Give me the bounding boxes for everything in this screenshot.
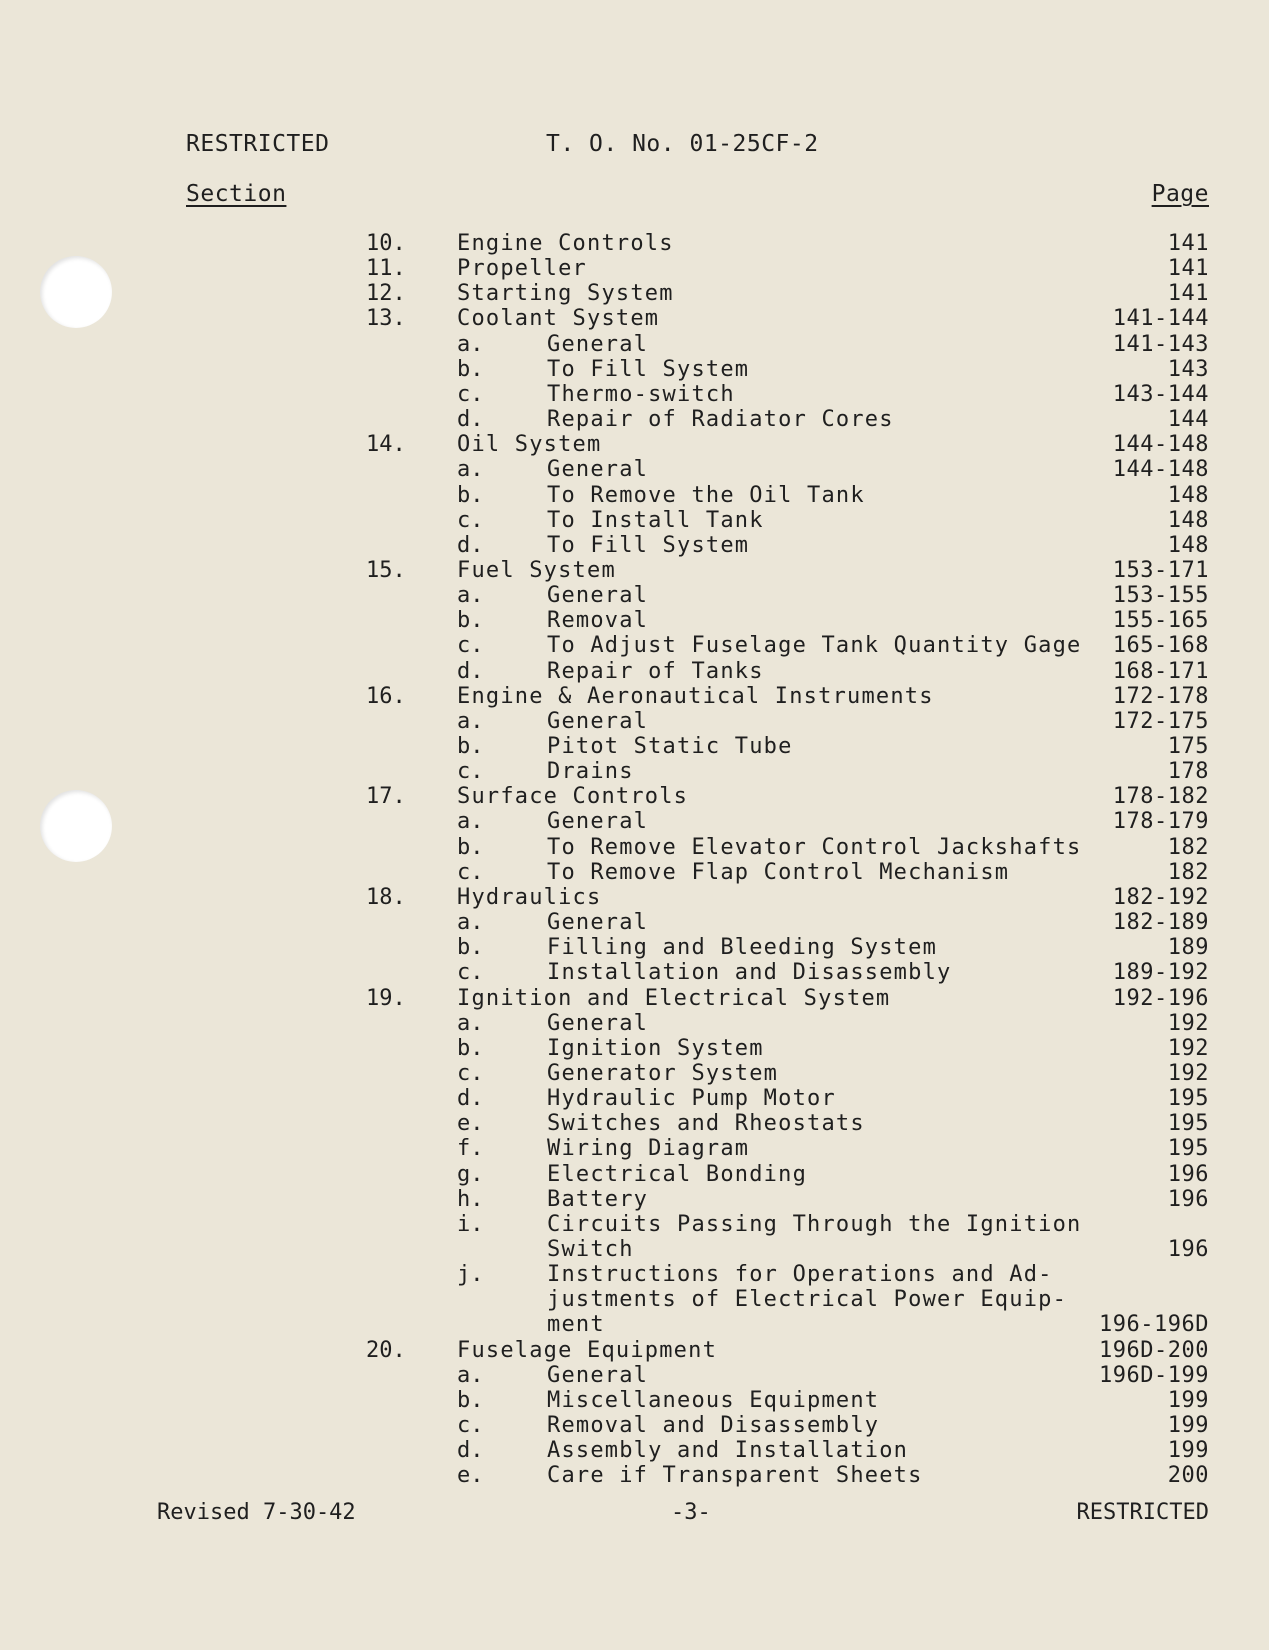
toc-row — [0, 1338, 1269, 1363]
toc-row — [0, 1036, 1269, 1061]
subsection-title: To Fill System — [547, 357, 750, 382]
page-reference: 141-144 — [1112, 306, 1209, 331]
page-reference: 144-148 — [1112, 432, 1209, 457]
subsection-letter: a. — [457, 457, 484, 482]
subsection-letter: b. — [457, 835, 484, 860]
subsection-title: Pitot Static Tube — [547, 734, 793, 759]
page-reference: 195 — [1167, 1136, 1209, 1161]
subsection-title: Repair of Radiator Cores — [547, 407, 894, 432]
section-number: 11. — [366, 256, 406, 281]
subsection-title: Repair of Tanks — [547, 659, 764, 684]
page-reference: 168-171 — [1112, 659, 1209, 684]
toc-row — [0, 608, 1269, 633]
page-reference: 153-171 — [1112, 558, 1209, 583]
toc-row — [0, 1438, 1269, 1463]
page-reference: 182 — [1167, 835, 1209, 860]
section-title: Starting System — [457, 281, 674, 306]
toc-row — [0, 659, 1269, 684]
page-reference: 148 — [1167, 508, 1209, 533]
subsection-letter: a. — [457, 1011, 484, 1036]
subsection-title: Assembly and Installation — [547, 1438, 909, 1463]
subsection-title: General — [547, 709, 649, 734]
toc-row — [0, 1287, 1269, 1312]
toc-row — [0, 1237, 1269, 1262]
subsection-letter: b. — [457, 483, 484, 508]
section-number: 20. — [366, 1338, 406, 1363]
subsection-title: Removal — [547, 608, 649, 633]
section-title: Oil System — [457, 432, 602, 457]
subsection-letter: c. — [457, 382, 484, 407]
toc-row — [0, 759, 1269, 784]
toc-row — [0, 1388, 1269, 1413]
subsection-title: General — [547, 332, 649, 357]
section-title: Ignition and Electrical System — [457, 986, 891, 1011]
subsection-letter: d. — [457, 533, 484, 558]
subsection-letter: a. — [457, 1363, 484, 1388]
header-restricted: RESTRICTED — [186, 131, 330, 157]
subsection-title: General — [547, 1011, 649, 1036]
footer-restricted: RESTRICTED — [1076, 1500, 1209, 1525]
subsection-letter: c. — [457, 1061, 484, 1086]
section-column-label: Section — [186, 181, 287, 207]
page-reference: 143-144 — [1112, 382, 1209, 407]
subsection-letter: i. — [457, 1212, 484, 1237]
subsection-letter: b. — [457, 608, 484, 633]
page-reference: 141-143 — [1112, 332, 1209, 357]
page-reference: 148 — [1167, 483, 1209, 508]
page-reference: 192-196 — [1112, 986, 1209, 1011]
page-reference: 178-182 — [1112, 784, 1209, 809]
toc-row — [0, 986, 1269, 1011]
toc-row — [0, 508, 1269, 533]
subsection-letter: b. — [457, 734, 484, 759]
subsection-title: Generator System — [547, 1061, 779, 1086]
page-reference: 148 — [1167, 533, 1209, 558]
page-reference: 141 — [1167, 256, 1209, 281]
subsection-title: Installation and Disassembly — [547, 960, 952, 985]
subsection-letter: c. — [457, 633, 484, 658]
subsection-title: Instructions for Operations and Ad- — [547, 1262, 1053, 1287]
toc-row — [0, 885, 1269, 910]
toc-row — [0, 1312, 1269, 1337]
subsection-letter: c. — [457, 860, 484, 885]
section-title: Surface Controls — [457, 784, 689, 809]
page-reference: 189-192 — [1112, 960, 1209, 985]
subsection-letter: b. — [457, 935, 484, 960]
page-reference: 144-148 — [1112, 457, 1209, 482]
page-reference: 144 — [1167, 407, 1209, 432]
document-number: T. O. No. 01-25CF-2 — [546, 131, 819, 157]
subsection-title: Miscellaneous Equipment — [547, 1388, 880, 1413]
subsection-letter: a. — [457, 583, 484, 608]
page-reference: 196 — [1167, 1187, 1209, 1212]
subsection-letter: d. — [457, 1086, 484, 1111]
subsection-letter: d. — [457, 659, 484, 684]
page-reference: 195 — [1167, 1111, 1209, 1136]
page-reference: 175 — [1167, 734, 1209, 759]
section-title: Fuselage Equipment — [457, 1338, 718, 1363]
toc-row — [0, 910, 1269, 935]
toc-row — [0, 281, 1269, 306]
toc-row — [0, 306, 1269, 331]
toc-row — [0, 1463, 1269, 1488]
subsection-title: Removal and Disassembly — [547, 1413, 880, 1438]
page-reference: 196-196D — [1099, 1312, 1209, 1337]
toc-row — [0, 935, 1269, 960]
subsection-letter: f. — [457, 1136, 484, 1161]
subsection-letter: c. — [457, 1413, 484, 1438]
section-number: 18. — [366, 885, 406, 910]
page-reference: 189 — [1167, 935, 1209, 960]
toc-row — [0, 583, 1269, 608]
subsection-title: Drains — [547, 759, 634, 784]
toc-row — [0, 684, 1269, 709]
section-number: 10. — [366, 231, 406, 256]
page-reference: 165-168 — [1112, 633, 1209, 658]
page-reference: 196D-199 — [1099, 1363, 1209, 1388]
page-reference: 182-189 — [1112, 910, 1209, 935]
subsection-title: Filling and Bleeding System — [547, 935, 938, 960]
page-reference: 199 — [1167, 1388, 1209, 1413]
toc-row — [0, 860, 1269, 885]
subsection-title: Care if Transparent Sheets — [547, 1463, 923, 1488]
page-reference: 153-155 — [1112, 583, 1209, 608]
subsection-letter: d. — [457, 407, 484, 432]
toc-row — [0, 1061, 1269, 1086]
page-reference: 172-178 — [1112, 684, 1209, 709]
page-reference: 178 — [1167, 759, 1209, 784]
toc-row — [0, 1212, 1269, 1237]
toc-row — [0, 357, 1269, 382]
subsection-letter: g. — [457, 1162, 484, 1187]
subsection-title: ment — [547, 1312, 605, 1337]
section-number: 13. — [366, 306, 406, 331]
subsection-title: Circuits Passing Through the Ignition — [547, 1212, 1082, 1237]
toc-row — [0, 734, 1269, 759]
page-reference: 199 — [1167, 1413, 1209, 1438]
page-column-label: Page — [1151, 181, 1209, 207]
section-number: 15. — [366, 558, 406, 583]
section-title: Propeller — [457, 256, 588, 281]
section-title: Engine & Aeronautical Instruments — [457, 684, 934, 709]
subsection-title: To Remove the Oil Tank — [547, 483, 865, 508]
toc-row — [0, 835, 1269, 860]
subsection-letter: j. — [457, 1262, 484, 1287]
page-reference: 192 — [1167, 1011, 1209, 1036]
toc-row — [0, 1111, 1269, 1136]
subsection-title: Ignition System — [547, 1036, 764, 1061]
subsection-title: General — [547, 809, 649, 834]
section-title: Engine Controls — [457, 231, 674, 256]
subsection-letter: e. — [457, 1463, 484, 1488]
subsection-title: General — [547, 583, 649, 608]
subsection-letter: a. — [457, 910, 484, 935]
subsection-title: General — [547, 910, 649, 935]
subsection-title: Battery — [547, 1187, 649, 1212]
subsection-title: Wiring Diagram — [547, 1136, 750, 1161]
toc-row — [0, 809, 1269, 834]
page-reference: 172-175 — [1112, 709, 1209, 734]
subsection-title: justments of Electrical Power Equip- — [547, 1287, 1068, 1312]
page-reference: 196 — [1167, 1237, 1209, 1262]
toc-row — [0, 1262, 1269, 1287]
toc-row — [0, 709, 1269, 734]
subsection-letter: b. — [457, 1388, 484, 1413]
page-reference: 178-179 — [1112, 809, 1209, 834]
toc-row — [0, 231, 1269, 256]
subsection-letter: a. — [457, 332, 484, 357]
subsection-title: To Install Tank — [547, 508, 764, 533]
toc-row — [0, 457, 1269, 482]
subsection-title: To Remove Elevator Control Jackshafts — [547, 835, 1082, 860]
toc-row — [0, 558, 1269, 583]
section-title: Coolant System — [457, 306, 660, 331]
section-number: 19. — [366, 986, 406, 1011]
section-title: Hydraulics — [457, 885, 602, 910]
toc-row — [0, 432, 1269, 457]
section-title: Fuel System — [457, 558, 616, 583]
subsection-letter: b. — [457, 357, 484, 382]
subsection-letter: a. — [457, 809, 484, 834]
revision-date: Revised 7-30-42 — [157, 1500, 356, 1525]
section-number: 14. — [366, 432, 406, 457]
page-reference: 195 — [1167, 1086, 1209, 1111]
toc-row — [0, 407, 1269, 432]
toc-row — [0, 533, 1269, 558]
toc-row — [0, 1413, 1269, 1438]
page-reference: 196 — [1167, 1162, 1209, 1187]
subsection-title: Electrical Bonding — [547, 1162, 808, 1187]
page-reference: 141 — [1167, 231, 1209, 256]
toc-row — [0, 483, 1269, 508]
page-reference: 143 — [1167, 357, 1209, 382]
toc-row — [0, 382, 1269, 407]
page-reference: 196D-200 — [1099, 1338, 1209, 1363]
subsection-letter: b. — [457, 1036, 484, 1061]
toc-row — [0, 1086, 1269, 1111]
subsection-letter: a. — [457, 709, 484, 734]
page-reference: 192 — [1167, 1036, 1209, 1061]
subsection-title: Thermo-switch — [547, 382, 735, 407]
page-reference: 192 — [1167, 1061, 1209, 1086]
toc-row — [0, 960, 1269, 985]
subsection-title: General — [547, 457, 649, 482]
toc-row — [0, 1187, 1269, 1212]
toc-row — [0, 1011, 1269, 1036]
subsection-title: To Remove Flap Control Mechanism — [547, 860, 1010, 885]
page-reference: 200 — [1167, 1463, 1209, 1488]
subsection-letter: c. — [457, 508, 484, 533]
toc-row — [0, 332, 1269, 357]
toc-row — [0, 784, 1269, 809]
subsection-title: Switches and Rheostats — [547, 1111, 865, 1136]
subsection-title: Hydraulic Pump Motor — [547, 1086, 836, 1111]
subsection-title: Switch — [547, 1237, 634, 1262]
subsection-letter: d. — [457, 1438, 484, 1463]
subsection-title: To Adjust Fuselage Tank Quantity Gage — [547, 633, 1082, 658]
toc-row — [0, 1162, 1269, 1187]
page-reference: 155-165 — [1112, 608, 1209, 633]
section-number: 12. — [366, 281, 406, 306]
page-reference: 199 — [1167, 1438, 1209, 1463]
subsection-title: To Fill System — [547, 533, 750, 558]
page-reference: 141 — [1167, 281, 1209, 306]
page-reference: 182-192 — [1112, 885, 1209, 910]
toc-row — [0, 1136, 1269, 1161]
section-number: 17. — [366, 784, 406, 809]
subsection-letter: c. — [457, 960, 484, 985]
subsection-letter: h. — [457, 1187, 484, 1212]
section-number: 16. — [366, 684, 406, 709]
page-reference: 182 — [1167, 860, 1209, 885]
toc-row — [0, 256, 1269, 281]
page-number: -3- — [671, 1500, 711, 1525]
subsection-letter: c. — [457, 759, 484, 784]
subsection-title: General — [547, 1363, 649, 1388]
toc-row — [0, 1363, 1269, 1388]
toc-row — [0, 633, 1269, 658]
subsection-letter: e. — [457, 1111, 484, 1136]
